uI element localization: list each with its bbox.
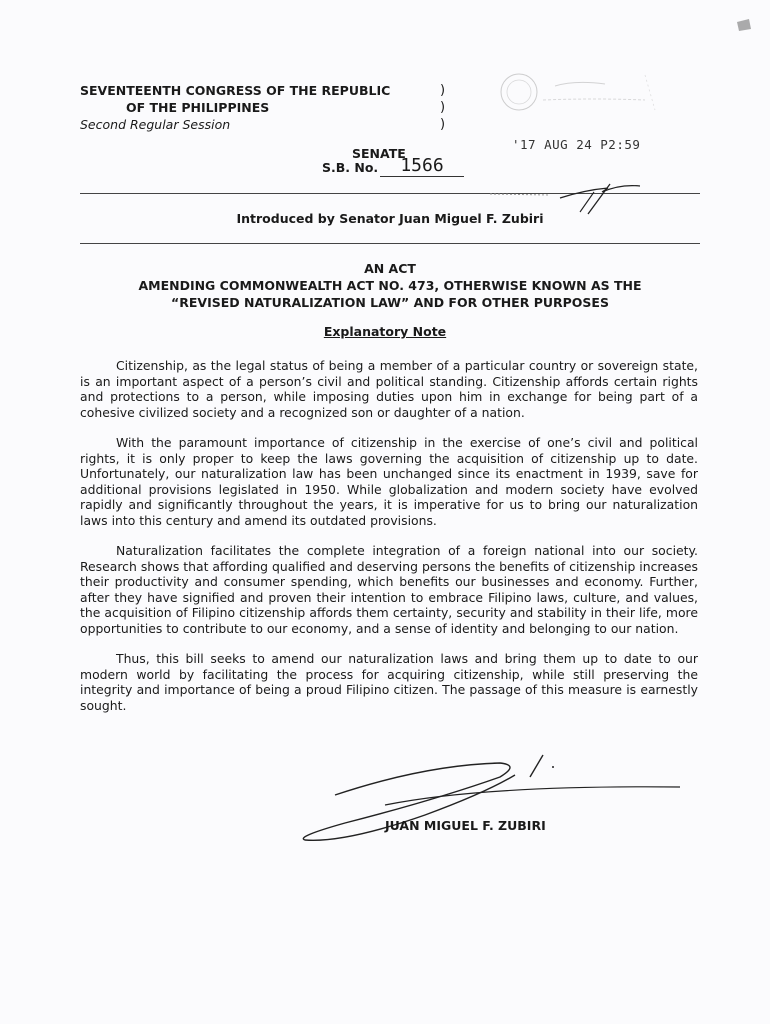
page-corner-mark-icon — [735, 18, 753, 32]
act-heading: AN ACT — [364, 261, 416, 276]
paragraph-1: Citizenship, as the legal status of being a member of a particular country or sovereign state, is an important aspect of a person’s civil and political standing. Citizenship affords certain rights and protections to a person, while imposing duties upon him in exchange for being part of a cohesive civilized society and a recognized son or daughter of a nation. — [80, 358, 698, 420]
handwritten-signature-icon — [285, 745, 705, 855]
divider-bottom — [80, 243, 700, 244]
senate-seal-stamp-icon — [495, 70, 665, 120]
introduced-by: Introduced by Senator Juan Miguel F. Zubiri — [236, 211, 544, 226]
explanatory-note-body — [80, 358, 698, 728]
received-timestamp: '17 AUG 24 P2:59 — [512, 137, 641, 152]
bill-number-label: S.B. No. — [322, 160, 379, 175]
paragraph-4: Thus, this bill seeks to amend our naturalization laws and bring them up to date to our modern world by facilitating the process for acquiring citizenship, while still preserving the integrity and importance of being a proud Filipino citizen. The passage of this measure is earnestly sought. — [80, 651, 698, 713]
paren-2: ) — [440, 100, 446, 115]
bill-number: 1566 — [380, 155, 464, 177]
congress-header — [80, 82, 390, 133]
congress-line-1: SEVENTEENTH CONGRESS OF THE REPUBLIC — [80, 83, 391, 98]
act-title — [80, 260, 700, 311]
explanatory-note-title: Explanatory Note — [323, 324, 447, 339]
act-title-line-2: “REVISED NATURALIZATION LAW” AND FOR OTHER PURPOSES — [171, 295, 609, 310]
paren-1: ) — [440, 83, 446, 98]
paragraph-3: Naturalization facilitates the complete integration of a foreign national into our society. Research shows that affording qualified and deserving persons the benefits of citizenship increases their productivity and consumer spending, which benefits our businesses and economy. Further, after they have signified and proven their intention to embrace Filipino laws, culture, and values, the acquisition of Filipino citizenship affords them certainty, security and stability in their life, more opportunities to contribute to our economy, and a sense of identity and belonging to our nation. — [80, 543, 698, 636]
congress-line-2: OF THE PHILIPPINES — [126, 100, 270, 115]
chamber-label: SENATE — [352, 146, 406, 161]
act-title-line-1: AMENDING COMMONWEALTH ACT NO. 473, OTHERWISE KNOWN AS THE — [138, 278, 642, 293]
signatory-name: JUAN MIGUEL F. ZUBIRI — [385, 818, 546, 833]
paren-3: ) — [440, 117, 446, 132]
session-line: Second Regular Session — [80, 117, 231, 132]
paragraph-2: With the paramount importance of citizenship in the exercise of one’s civil and political rights, it is only proper to keep the laws governing the acquisition of citizenship up to date. Unfortunately, our naturalization law has been unchanged since its enactment in 1939, save for additional provisions legislated in 1950. While globalization and modern society have evolved rapidly and significantly throughout the years, it is imperative for us to bring our naturalization laws into this century and amend its outdated provisions. — [80, 435, 698, 528]
header-parens — [440, 82, 445, 133]
